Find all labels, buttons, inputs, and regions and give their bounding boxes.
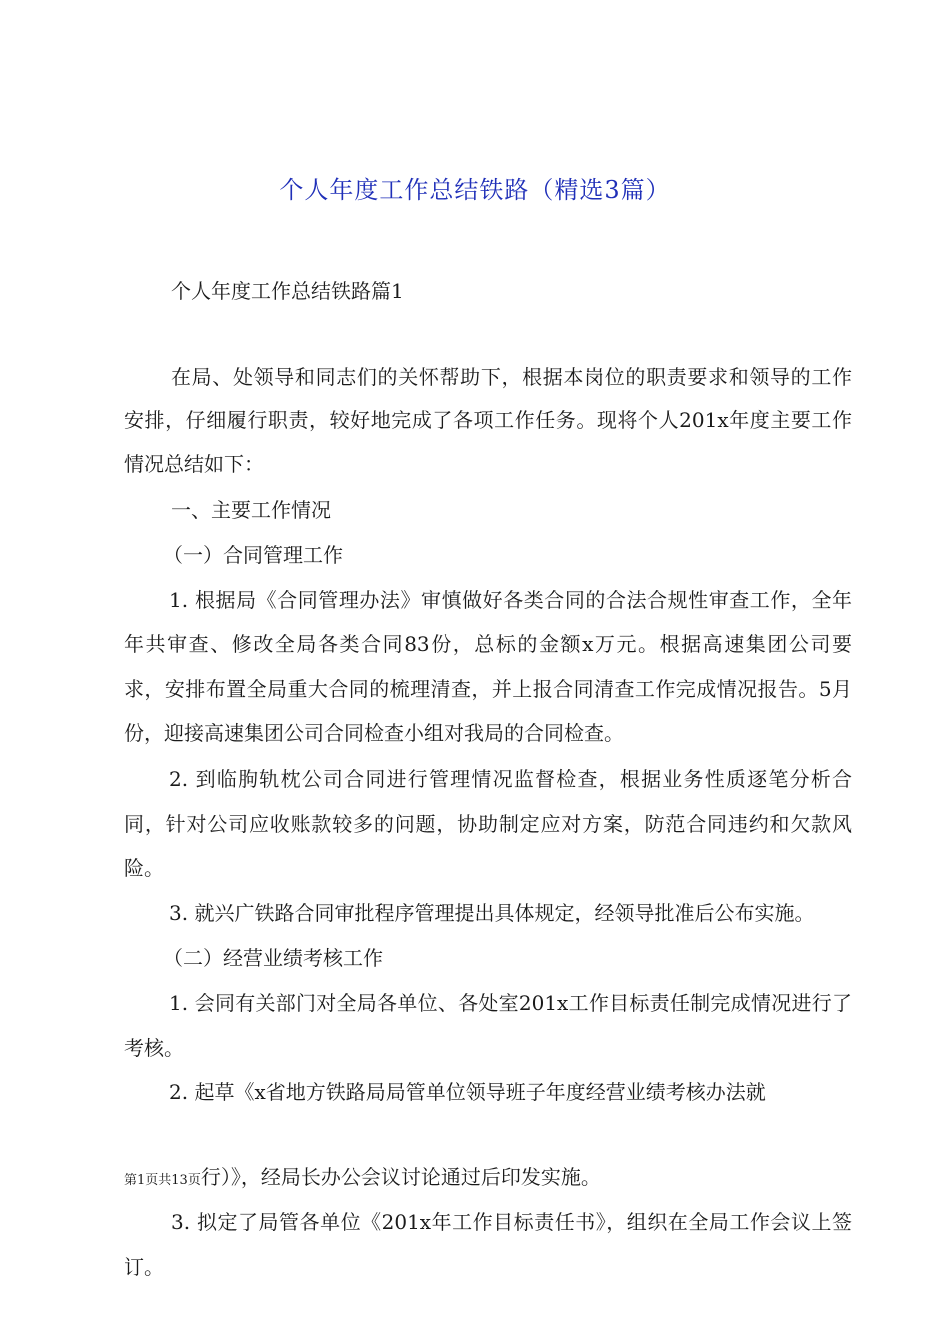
- paragraph-line: 在局、处领导和同志们的关怀帮助下，根据本岗位的职责要求和领导的工作: [171, 365, 852, 389]
- paragraph-line: 1. 会同有关部门对全局各单位、各处室201x工作目标责任制完成情况进行了: [169, 991, 852, 1015]
- section-subheading: （一）合同管理工作: [163, 543, 343, 567]
- paragraph-line: 2. 起草《x省地方铁路局局管单位领导班子年度经营业绩考核办法就: [169, 1080, 766, 1104]
- paragraph-line: 同，针对公司应收账款较多的问题，协助制定应对方案，防范合同违约和欠款风: [124, 812, 852, 836]
- paragraph-line: 2. 到临朐轨枕公司合同进行管理情况监督检查，根据业务性质逐笔分析合: [169, 767, 852, 791]
- paragraph-line: 3. 拟定了局管各单位《201x年工作目标责任书》，组织在全局工作会议上签: [171, 1210, 852, 1234]
- paragraph-line: 份，迎接高速集团公司合同检查小组对我局的合同检查。: [124, 721, 624, 745]
- section-subheading: 一、主要工作情况: [171, 498, 331, 522]
- document-title: 个人年度工作总结铁路（精选3篇）: [279, 176, 671, 204]
- paragraph-line: 3. 就兴广铁路合同审批程序管理提出具体规定，经领导批准后公布实施。: [169, 901, 815, 925]
- page-number: 第1页共13页: [124, 1173, 201, 1188]
- paragraph-line: 1. 根据局《合同管理办法》审慎做好各类合同的合法合规性审查工作，全年: [169, 588, 852, 612]
- paragraph-line: 安排，仔细履行职责，较好地完成了各项工作任务。现将个人201x年度主要工作: [124, 408, 852, 432]
- paragraph-line: 考核。: [124, 1036, 184, 1060]
- paragraph-line: 情况总结如下：: [124, 452, 264, 476]
- paragraph-line: 订。: [124, 1255, 164, 1279]
- section-subheading: （二）经营业绩考核工作: [163, 946, 383, 970]
- paragraph-line: 险。: [124, 856, 164, 880]
- paragraph-line: 求，安排布置全局重大合同的梳理清查，并上报合同清查工作完成情况报告。5月: [124, 677, 852, 701]
- section-heading: 个人年度工作总结铁路篇1: [171, 279, 404, 303]
- footer-line: [124, 1163, 601, 1195]
- paragraph-line: 年共审查、修改全局各类合同83份，总标的金额x万元。根据高速集团公司要: [124, 632, 852, 656]
- paragraph-line: 行）》，经局长办公会议讨论通过后印发实施。: [200, 1165, 601, 1189]
